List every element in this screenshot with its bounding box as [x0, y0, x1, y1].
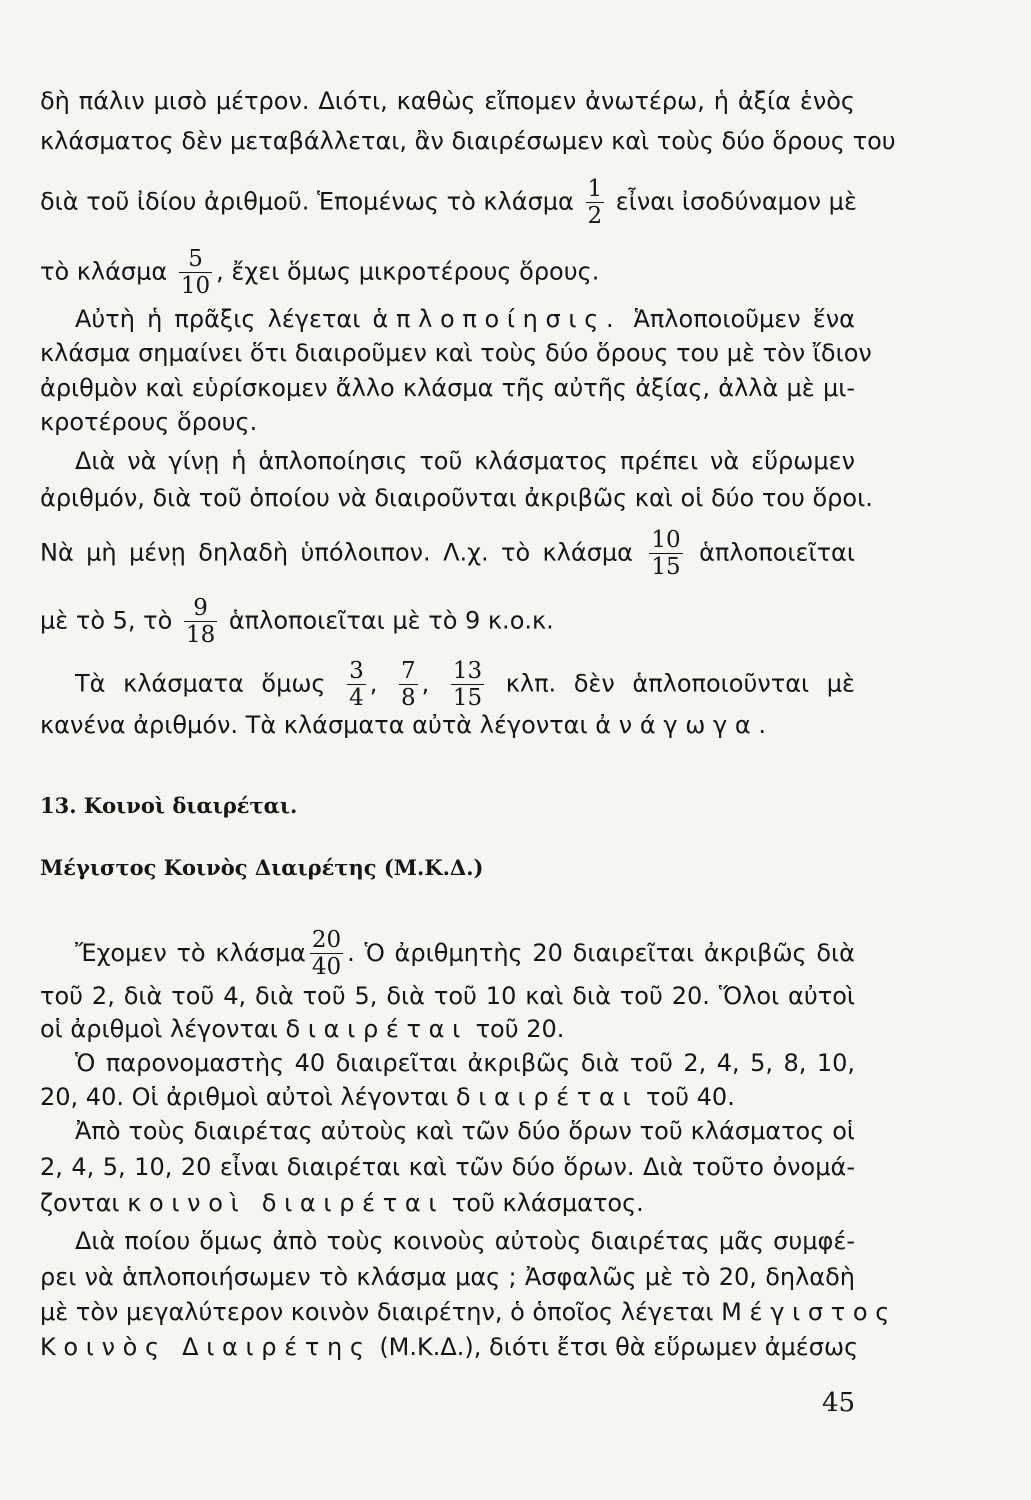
text-line: κροτέρους ὅρους. — [40, 408, 258, 436]
fraction: $\frac{9}{18}$ — [185, 595, 216, 648]
section-heading: 13. Κοινοὶ διαιρέται. — [40, 793, 298, 818]
spaced-term: διαιρέται — [455, 1083, 639, 1111]
text-line: τοῦ 2, διὰ τοῦ 4, διὰ τοῦ 5, διὰ τοῦ 10 καὶ διὰ τοῦ 20. Ὅλοι αὐτοὶ — [40, 982, 855, 1010]
text-line: ζονται κοινοὶ διαιρέται τοῦ κλάσματος. — [40, 1189, 644, 1217]
text-line: κλάσματος δὲν μεταβάλλεται, ἂν διαιρέσωμεν καὶ τοὺς δύο ὅρους του — [40, 127, 896, 155]
text-line: μὲ τὸν μεγαλύτερον κοινὸν διαιρέτην, ὁ ὁποῖος λέγεται Μέγιστος — [40, 1298, 898, 1326]
text-line: Κοινὸς Διαιρέτης (Μ.Κ.Δ.), διότι ἔτσι θὰ εὕρωμεν ἀμέσως — [40, 1333, 859, 1361]
text-line: Τὰ κλάσματα ὅμως $\frac{3}{4}$ , $\frac{7}{8}$ , $\frac{13}{15}$ κλπ. δὲν ἁπλοποιοῦνται μὲ — [75, 658, 855, 711]
fraction: $\frac{7}{8}$ — [400, 658, 416, 711]
text-line: Ἀπὸ τοὺς διαιρέτας αὐτοὺς καὶ τῶν δύο ὅρων τοῦ κλάσματος οἱ — [75, 1117, 855, 1145]
subheading: Μέγιστος Κοινὸς Διαιρέτης (Μ.Κ.Δ.) — [40, 855, 484, 880]
text-line: δὴ πάλιν μισὸ μέτρον. Διότι, καθὼς εἴπομεν ἀνωτέρω, ἡ ἀξία ἑνὸς — [40, 87, 855, 115]
text-line: τὸ κλάσμα $\frac{5}{10}$ , ἔχει ὅμως μικροτέρους ὅρους. — [40, 246, 600, 299]
text-line: κλάσμα σημαίνει ὅτι διαιροῦμεν καὶ τοὺς δύο ὅρους του μὲ τὸν ἴδιον — [40, 339, 872, 367]
spaced-term: Κοινὸς Διαιρέτης — [40, 1333, 372, 1361]
text-line: ρει νὰ ἁπλοποιήσωμεν τὸ κλάσμα μας ; Ἀσφαλῶς μὲ τὸ 20, δηλαδὴ — [40, 1263, 855, 1291]
text-line: Διὰ ποίου ὅμως ἀπὸ τοὺς κοινοὺς αὐτοὺς διαιρέτας μᾶς συμφέ- — [75, 1227, 855, 1255]
spaced-term: ἀνάγωγα. — [595, 711, 774, 739]
text-line: οἱ ἀριθμοὶ λέγονται διαιρέται τοῦ 20. — [40, 1015, 565, 1043]
spaced-term: ἁπλοποίησις. — [372, 305, 622, 333]
fraction: $\frac{1}{2}$ — [587, 176, 603, 229]
text-line: Ἔχομεν τὸ κλάσμα $\frac{20}{40}$ . Ὁ ἀριθμητὴς 20 διαιρεῖται ἀκριβῶς διὰ — [75, 927, 855, 980]
page-number: 45 — [822, 1388, 856, 1418]
fraction: $\frac{5}{10}$ — [180, 246, 211, 299]
fraction: $\frac{20}{40}$ — [311, 927, 342, 980]
text-line: μὲ τὸ 5, τὸ $\frac{9}{18}$ ἁπλοποιεῖται μὲ τὸ 9 κ.ο.κ. — [40, 595, 554, 648]
text-line: Αὐτὴ ἡ πρᾶξις λέγεται ἁπλοποίησις. Ἁπλοποιοῦμεν ἕνα — [75, 305, 855, 333]
text-line: 20, 40. Οἱ ἀριθμοὶ αὐτοὶ λέγονται διαιρέται τοῦ 40. — [40, 1083, 735, 1111]
text-line: κανένα ἀριθμόν. Τὰ κλάσματα αὐτὰ λέγονται ἀνάγωγα. — [40, 711, 774, 739]
text-line: ἀριθμόν, διὰ τοῦ ὁποίου νὰ διαιροῦνται ἀκριβῶς καὶ οἱ δύο του ὅροι. — [40, 484, 873, 512]
text-line: Ὁ παρονομαστὴς 40 διαιρεῖται ἀκριβῶς διὰ τοῦ 2, 4, 5, 8, 10, — [75, 1049, 855, 1077]
fraction: $\frac{3}{4}$ — [349, 658, 364, 711]
spaced-term: Μέγιστος — [721, 1298, 898, 1326]
fraction: $\frac{13}{15}$ — [452, 658, 483, 711]
text-line: Διὰ νὰ γίνῃ ἡ ἁπλοποίησις τοῦ κλάσματος πρέπει νὰ εὕρωμεν — [75, 447, 855, 475]
text-line: Νὰ μὴ μένῃ δηλαδὴ ὑπόλοιπον. Λ.χ. τὸ κλάσμα $\frac{10}{15}$ ἁπλοποιεῖται — [40, 527, 855, 580]
fraction: $\frac{10}{15}$ — [651, 527, 681, 580]
text-line: ἀριθμὸν καὶ εὑρίσκομεν ἄλλο κλάσμα τῆς αὐτῆς ἀξίας, ἀλλὰ μὲ μι- — [40, 374, 855, 402]
text-line: 2, 4, 5, 10, 20 εἶναι διαιρέται καὶ τῶν δύο ὅρων. Διὰ τοῦτο ὀνομά- — [40, 1153, 855, 1181]
text-line: διὰ τοῦ ἰδίου ἀριθμοῦ. Ἑπομένως τὸ κλάσμα $\frac{1}{2}$ εἶναι ἰσοδύναμον μὲ — [40, 176, 857, 229]
spaced-term: διαιρέται — [285, 1015, 468, 1043]
spaced-term: κοινοὶ διαιρέται — [127, 1189, 445, 1217]
